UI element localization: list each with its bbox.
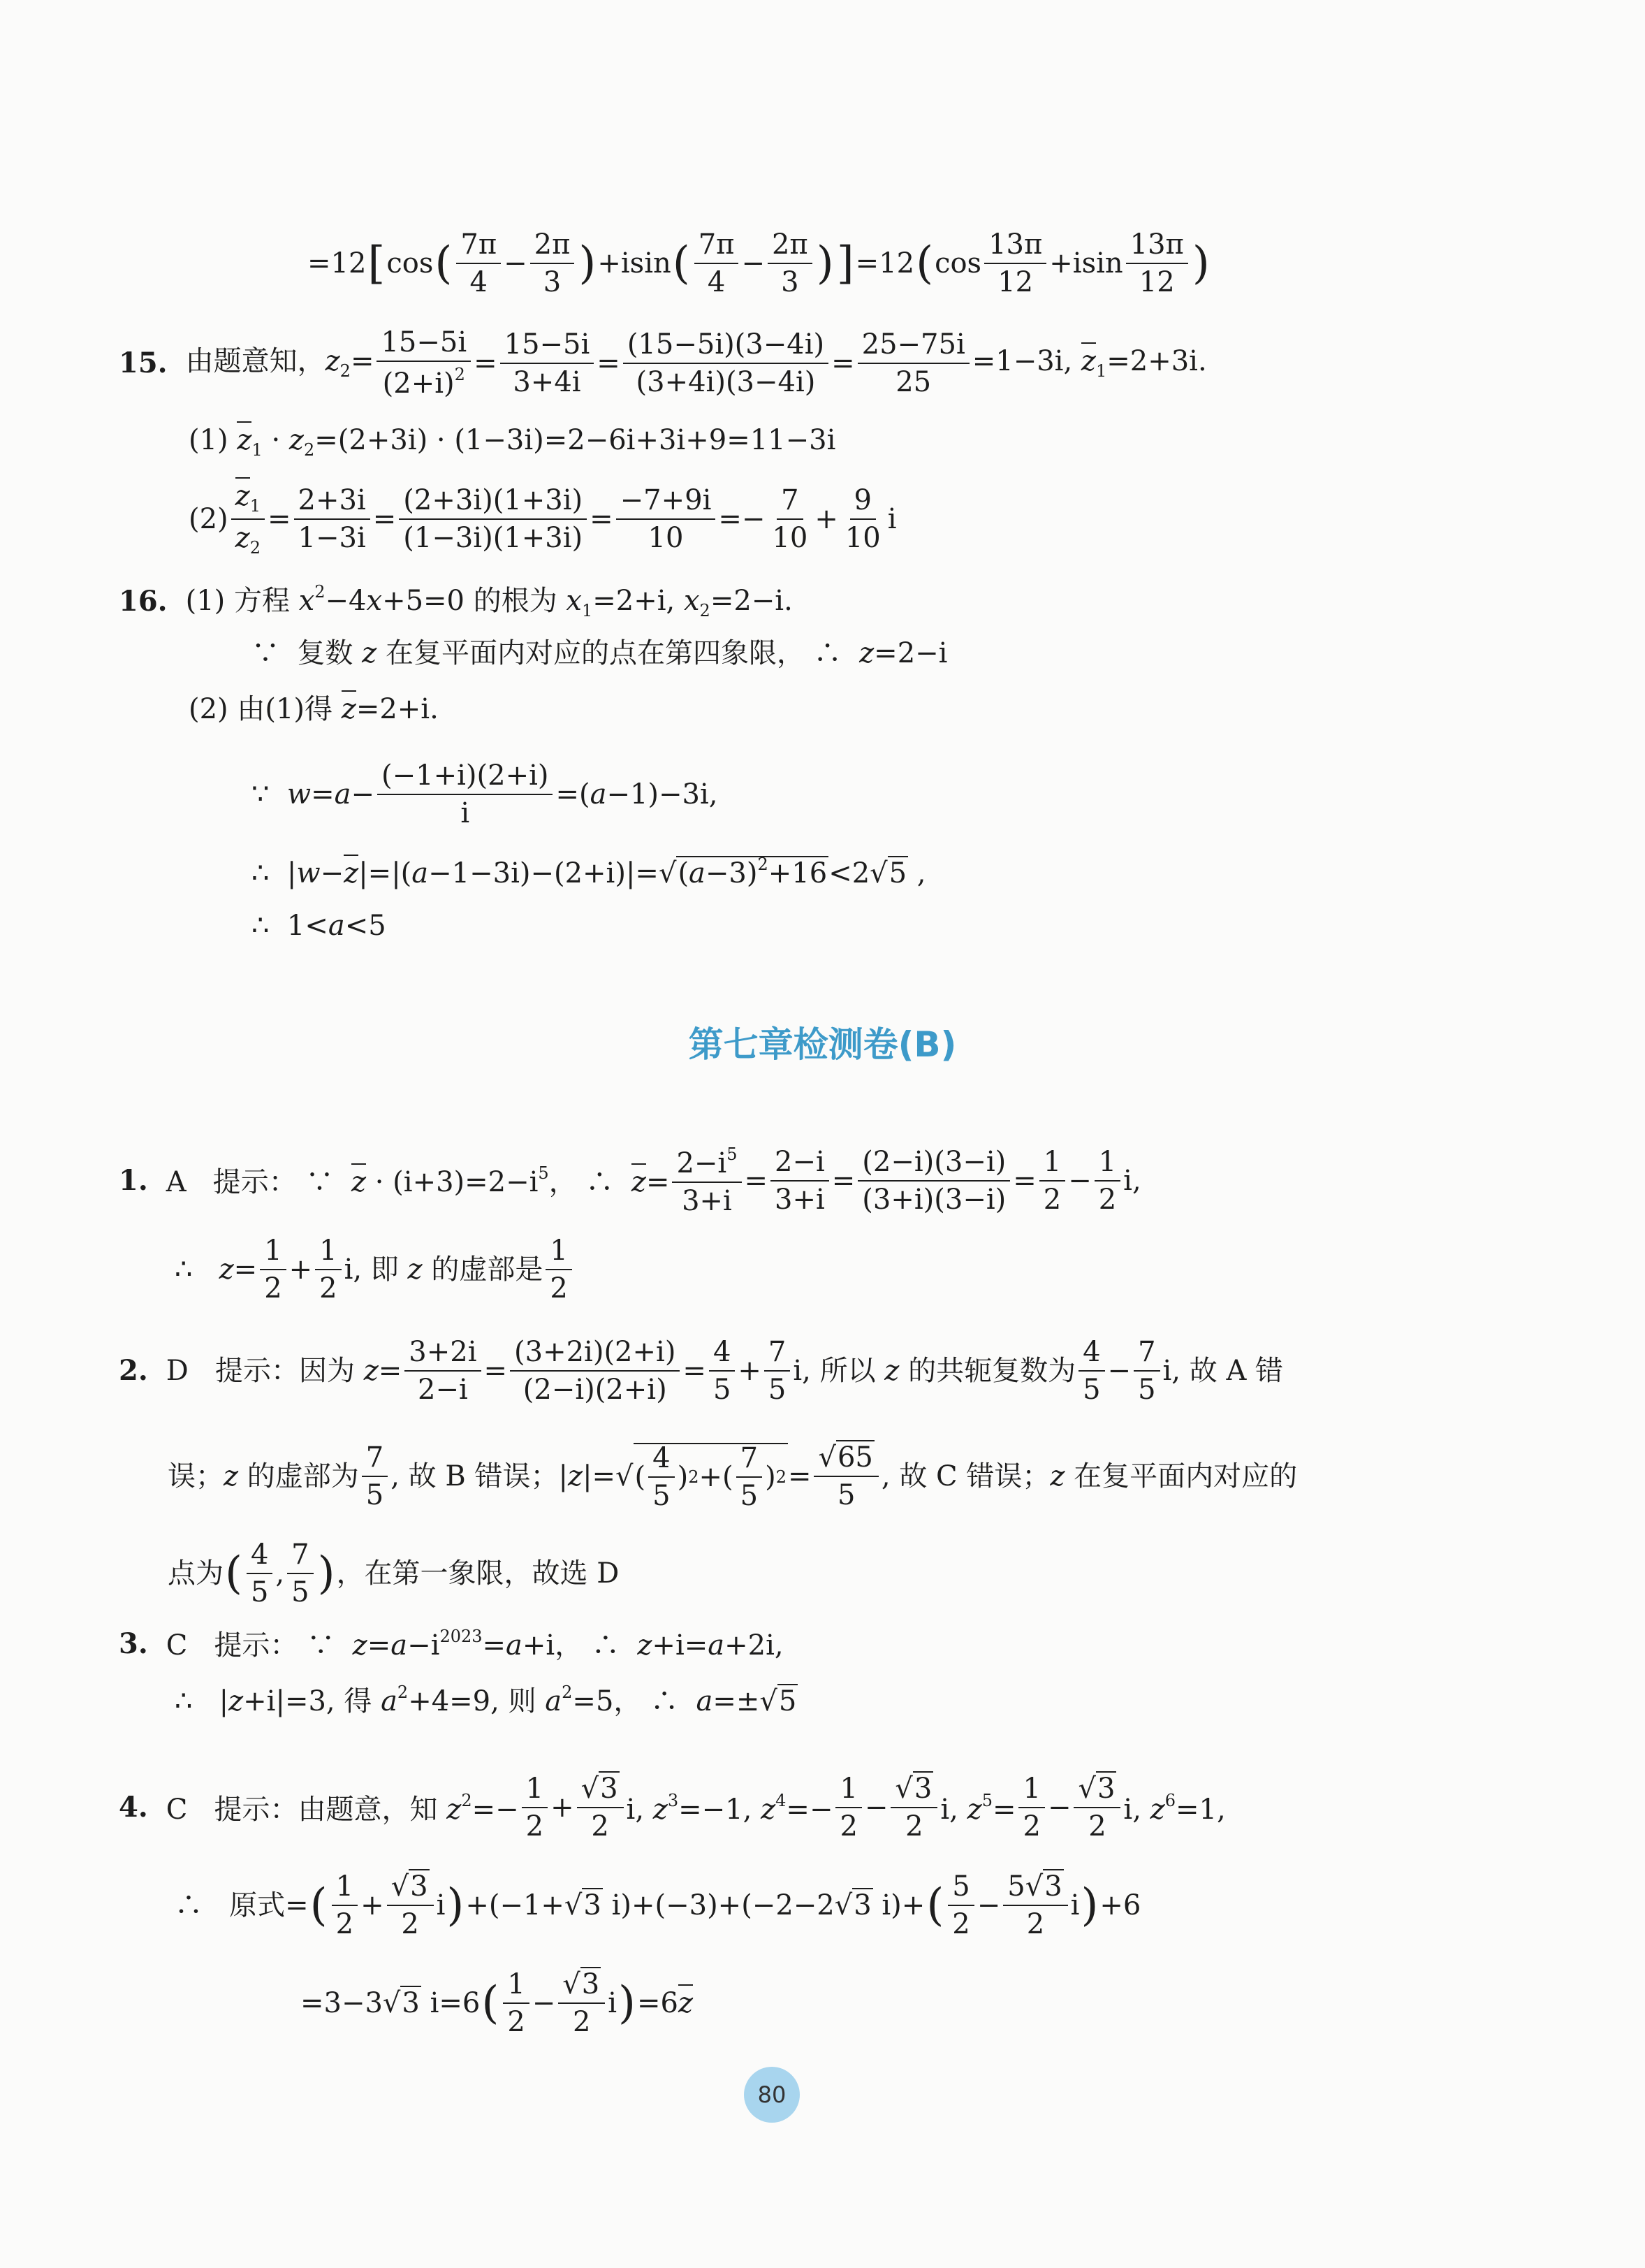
question-number: 4. (119, 1791, 148, 1824)
question-16-reason: ∵ 复数 z 在复平面内对应的点在第四象限， ∴ z=2−i (251, 637, 948, 669)
answer-3: 3. C 提示： ∵ $z=a-i^{2023}=a+i$， ∴ z+i=a+2i, (119, 1627, 784, 1662)
question-15-part-1: (1) $z_1 \cdot z_2=(2+3i) \cdot (1-3i)=2-6i+3i+9=11-3i$ (189, 426, 835, 458)
question-number: 16. (119, 584, 168, 618)
page-number: 80 (744, 2067, 800, 2123)
answer-4: 4. C 提示：由题意，知 $z^2=-$ $\frac{1}{2}$ + $\frac{√3}{2}$ i, $z^3=-1$, $z^4=-$ $\frac{1}{2}$ − $\frac{√3}{2}$ i, $z^5=$ $\frac{1}{2}$ − $\frac{√3}{2}$ i, $z^6=1$, (119, 1773, 1226, 1842)
question-number: 3. (119, 1627, 148, 1660)
answer-4-cont: ∴ 原式= ( 1 2 + $\frac{√3}{2}$ i ) +(−1+√3 i)+(−3)+(−2−2√3 i)+ ( 5 2 − $\frac{5√3}{2}$ i ) +6 (175, 1870, 1141, 1940)
answer-4-result: =3−3√3 i=6 ( 1 2 − $\frac{√3}{2}$ i ) =6z (300, 1968, 694, 2038)
question-number: 1. (119, 1163, 148, 1197)
answer-1-cont: ∴ z= $\frac{1}{2}$ + $\frac{1}{2}$ i, 即 z 的虚部是 1 2 (175, 1237, 575, 1302)
question-number: 15. (119, 346, 168, 379)
question-15-part-2: (2) $\frac{z_1}{z_2}$ = $\frac{2+3i}{1-3i}$ = $\frac{(2+3i)(1+3i)}{(1-3i)(1+3i)}$ = $\frac{-7+9i}{10}$ =− $\frac{7}{10}$ + $\frac{9}{10}$ i (189, 482, 897, 556)
question-15: 15. 由题意知，$z_2=$ $\frac{15-5i}{(2+i)^2}$ = $\frac{15-5i}{3+4i}$ = $\frac{(15-5i)(3-4i)}{(3+4i)(3-4i)}$ = $\frac{25-75i}{25}$ =1−3i, $z_1=2+3i$. (119, 326, 1207, 400)
answer-2-cont2: 点为 ( 4 5 , 7 5 ) ，在第一象限，故选 D (168, 1539, 620, 1608)
answer-2-cont: 误；z 的虚部为 7 5 , 故 B 错误；|z|=√ ( 4 5 ) 2 +( 7 5 ) 2 = $\frac{√65}{5}$ , 故 C 错误；z 在复平面内对应的 (168, 1441, 1298, 1512)
question-16-w: ∵ w=a− $\frac{(-1+i)(2+i)}{i}$ =(a−1)−3i, (251, 759, 718, 829)
section-title: 第七章检测卷(B) (688, 1024, 957, 1065)
answer-2: 2. D 提示：因为 z= $\frac{3+2i}{2-i}$ = $\frac{(3+2i)(2+i)}{(2-i)(2+i)}$ = $\frac{4}{5}$ + $\frac{7}{5}$ i, 所以 z 的共轭复数为 4 5 − $\frac{7}{5}$ i, 故 A 错 (119, 1336, 1284, 1406)
continued-equation: =12 [ cos ( 7π 4 − $\frac{2\pi}{3}$ ) +isin ( 7π 4 − $\frac{2\pi}{3}$ ) ] =12 ( cos 13π 12 +isin 13π 12 ) (307, 228, 1210, 298)
question-16-modulus: ∴ $|w-z|=|(a-1-3i)-(2+i)|=√(a-3)^2+16<2√5$ , (251, 855, 926, 889)
question-number: 2. (119, 1354, 148, 1387)
answer-3-cont: ∴ |z+i|=3, 得 $a^2+4=9$, 则 $a^2=5$， ∴ a=±√5 (175, 1682, 797, 1717)
answer-1: 1. A 提示： ∵ $z \cdot (i+3)=2-i^5$， ∴ z= $\frac{2-i^5}{3+i}$ = $\frac{2-i}{3+i}$ = $\frac{(2-i)(3-i)}{(3+i)(3-i)}$ = $\frac{1}{2}$ − $\frac{1}{2}$ i, (119, 1144, 1141, 1217)
question-16-answer: ∴ 1<a<5 (251, 910, 386, 942)
question-16-part-1: 16. (1) 方程 $x^2-4x+5=0$ 的根为 $x_1=2+i$, $x_2=2-i$. (119, 582, 793, 620)
question-16-part-2: (2) 由(1)得 z=2+i. (189, 695, 439, 723)
